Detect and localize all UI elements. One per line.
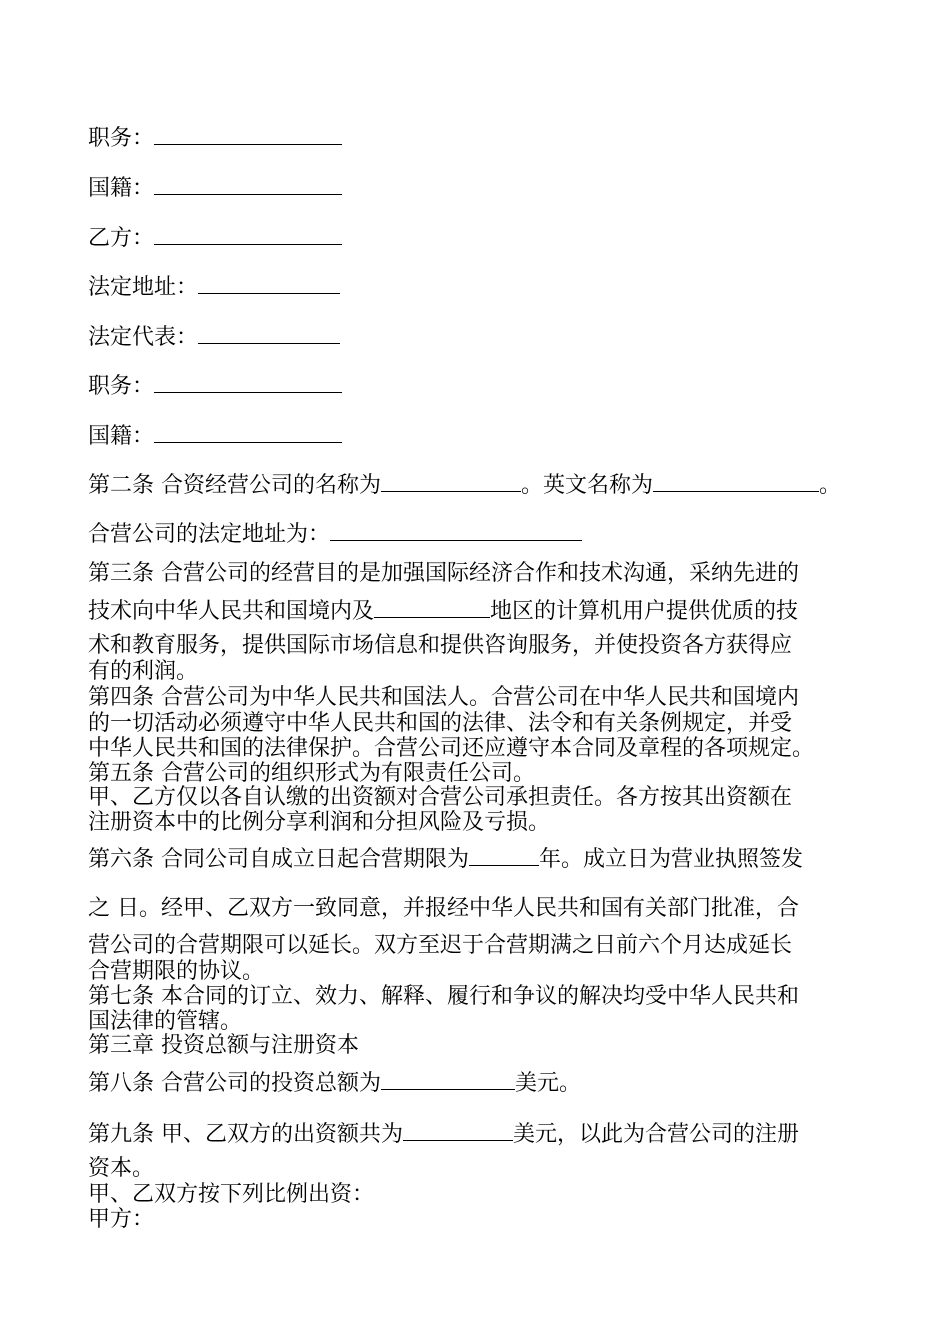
article-5-line-1: 第五条 合营公司的组织形式为有限责任公司。 <box>88 761 535 786</box>
field-label: 法定地址： <box>88 275 199 300</box>
field-legal-address <box>88 273 340 299</box>
article-5-line-2: 甲、乙方仅以各自认缴的出资额对合营公司承担责任。各方按其出资额在 <box>88 785 793 810</box>
field-nationality-b <box>88 422 342 448</box>
field-label: 国籍： <box>88 424 155 449</box>
article-text: 美元，以此为合营公司的注册 <box>513 1122 800 1147</box>
blank-line[interactable] <box>330 520 582 541</box>
article-4-line-2: 的一切活动必须遵守中华人民共和国的法律、法令和有关条例规定，并受 <box>88 711 793 736</box>
field-label: 职务： <box>88 374 155 399</box>
blank-line[interactable] <box>198 323 340 344</box>
article-9-line-1 <box>88 1120 799 1146</box>
article-4-line-3: 中华人民共和国的法律保护。合营公司还应遵守本合同及章程的各项规定。 <box>88 736 815 761</box>
blank-line[interactable] <box>154 422 342 443</box>
article-2-line-2 <box>88 520 582 546</box>
field-position <box>88 124 342 150</box>
article-2-line-1 <box>88 471 841 497</box>
field-party-b <box>88 224 342 250</box>
blank-line[interactable] <box>198 273 340 294</box>
article-text: 。英文名称为 <box>521 473 654 498</box>
article-9-line-3: 甲、乙双方按下列比例出资： <box>88 1182 375 1207</box>
article-8-line-1 <box>88 1069 581 1095</box>
field-nationality <box>88 174 342 200</box>
article-text: 技术向中华人民共和国境内及 <box>88 599 375 624</box>
article-3-line-1: 第三条 合营公司的经营目的是加强国际经济合作和技术沟通，采纳先进的 <box>88 561 799 586</box>
blank-line[interactable] <box>374 597 490 618</box>
article-5-line-3: 注册资本中的比例分享利润和分担风险及亏损。 <box>88 810 551 835</box>
field-label: 乙方： <box>88 226 155 251</box>
article-4-line-1: 第四条 合营公司为中华人民共和国法人。合营公司在中华人民共和国境内 <box>88 685 799 710</box>
article-3-line-4: 有的利润。 <box>88 659 199 684</box>
article-3-line-3: 术和教育服务，提供国际市场信息和提供咨询服务，并使投资各方获得应 <box>88 633 793 658</box>
article-7-line-1: 第七条 本合同的订立、效力、解释、履行和争议的解决均受中华人民共和 <box>88 984 799 1009</box>
blank-line[interactable] <box>154 372 342 393</box>
field-label: 国籍： <box>88 176 155 201</box>
article-text: 第九条 甲、乙双方的出资额共为 <box>88 1122 403 1147</box>
article-text: 地区的计算机用户提供优质的技 <box>490 599 799 624</box>
article-9-line-4: 甲方： <box>88 1207 155 1232</box>
blank-line[interactable] <box>653 471 819 492</box>
blank-line[interactable] <box>154 124 342 145</box>
field-legal-rep <box>88 323 340 349</box>
blank-line[interactable] <box>469 845 539 866</box>
article-text: 第八条 合营公司的投资总额为 <box>88 1071 381 1096</box>
article-7-line-2: 国法律的管辖。 <box>88 1009 243 1034</box>
blank-line[interactable] <box>381 1069 515 1090</box>
article-6-line-1 <box>88 845 803 871</box>
blank-line[interactable] <box>154 224 342 245</box>
article-6-line-4: 合营期限的协议。 <box>88 959 265 984</box>
field-position-b <box>88 372 342 398</box>
article-text: 第二条 合资经营公司的名称为 <box>88 473 381 498</box>
article-text: 第六条 合同公司自成立日起合营期限为 <box>88 847 469 872</box>
article-6-line-3: 营公司的合营期限可以延长。双方至迟于合营期满之日前六个月达成延长 <box>88 933 793 958</box>
article-text: 年。成立日为营业执照签发 <box>539 847 804 872</box>
article-text: 合营公司的法定地址为： <box>88 522 331 547</box>
article-9-line-2: 资本。 <box>88 1156 155 1181</box>
blank-line[interactable] <box>154 174 342 195</box>
chapter-3-heading: 第三章 投资总额与注册资本 <box>88 1033 359 1058</box>
field-label: 法定代表： <box>88 325 199 350</box>
blank-line[interactable] <box>381 471 521 492</box>
blank-line[interactable] <box>403 1120 513 1141</box>
article-3-line-2 <box>88 597 798 623</box>
article-text: 美元。 <box>515 1071 582 1096</box>
field-label: 职务： <box>88 126 155 151</box>
article-text: 。 <box>819 473 842 498</box>
article-6-line-2: 之 日。经甲、乙双方一致同意，并报经中华人民共和国有关部门批准，合 <box>88 896 799 921</box>
